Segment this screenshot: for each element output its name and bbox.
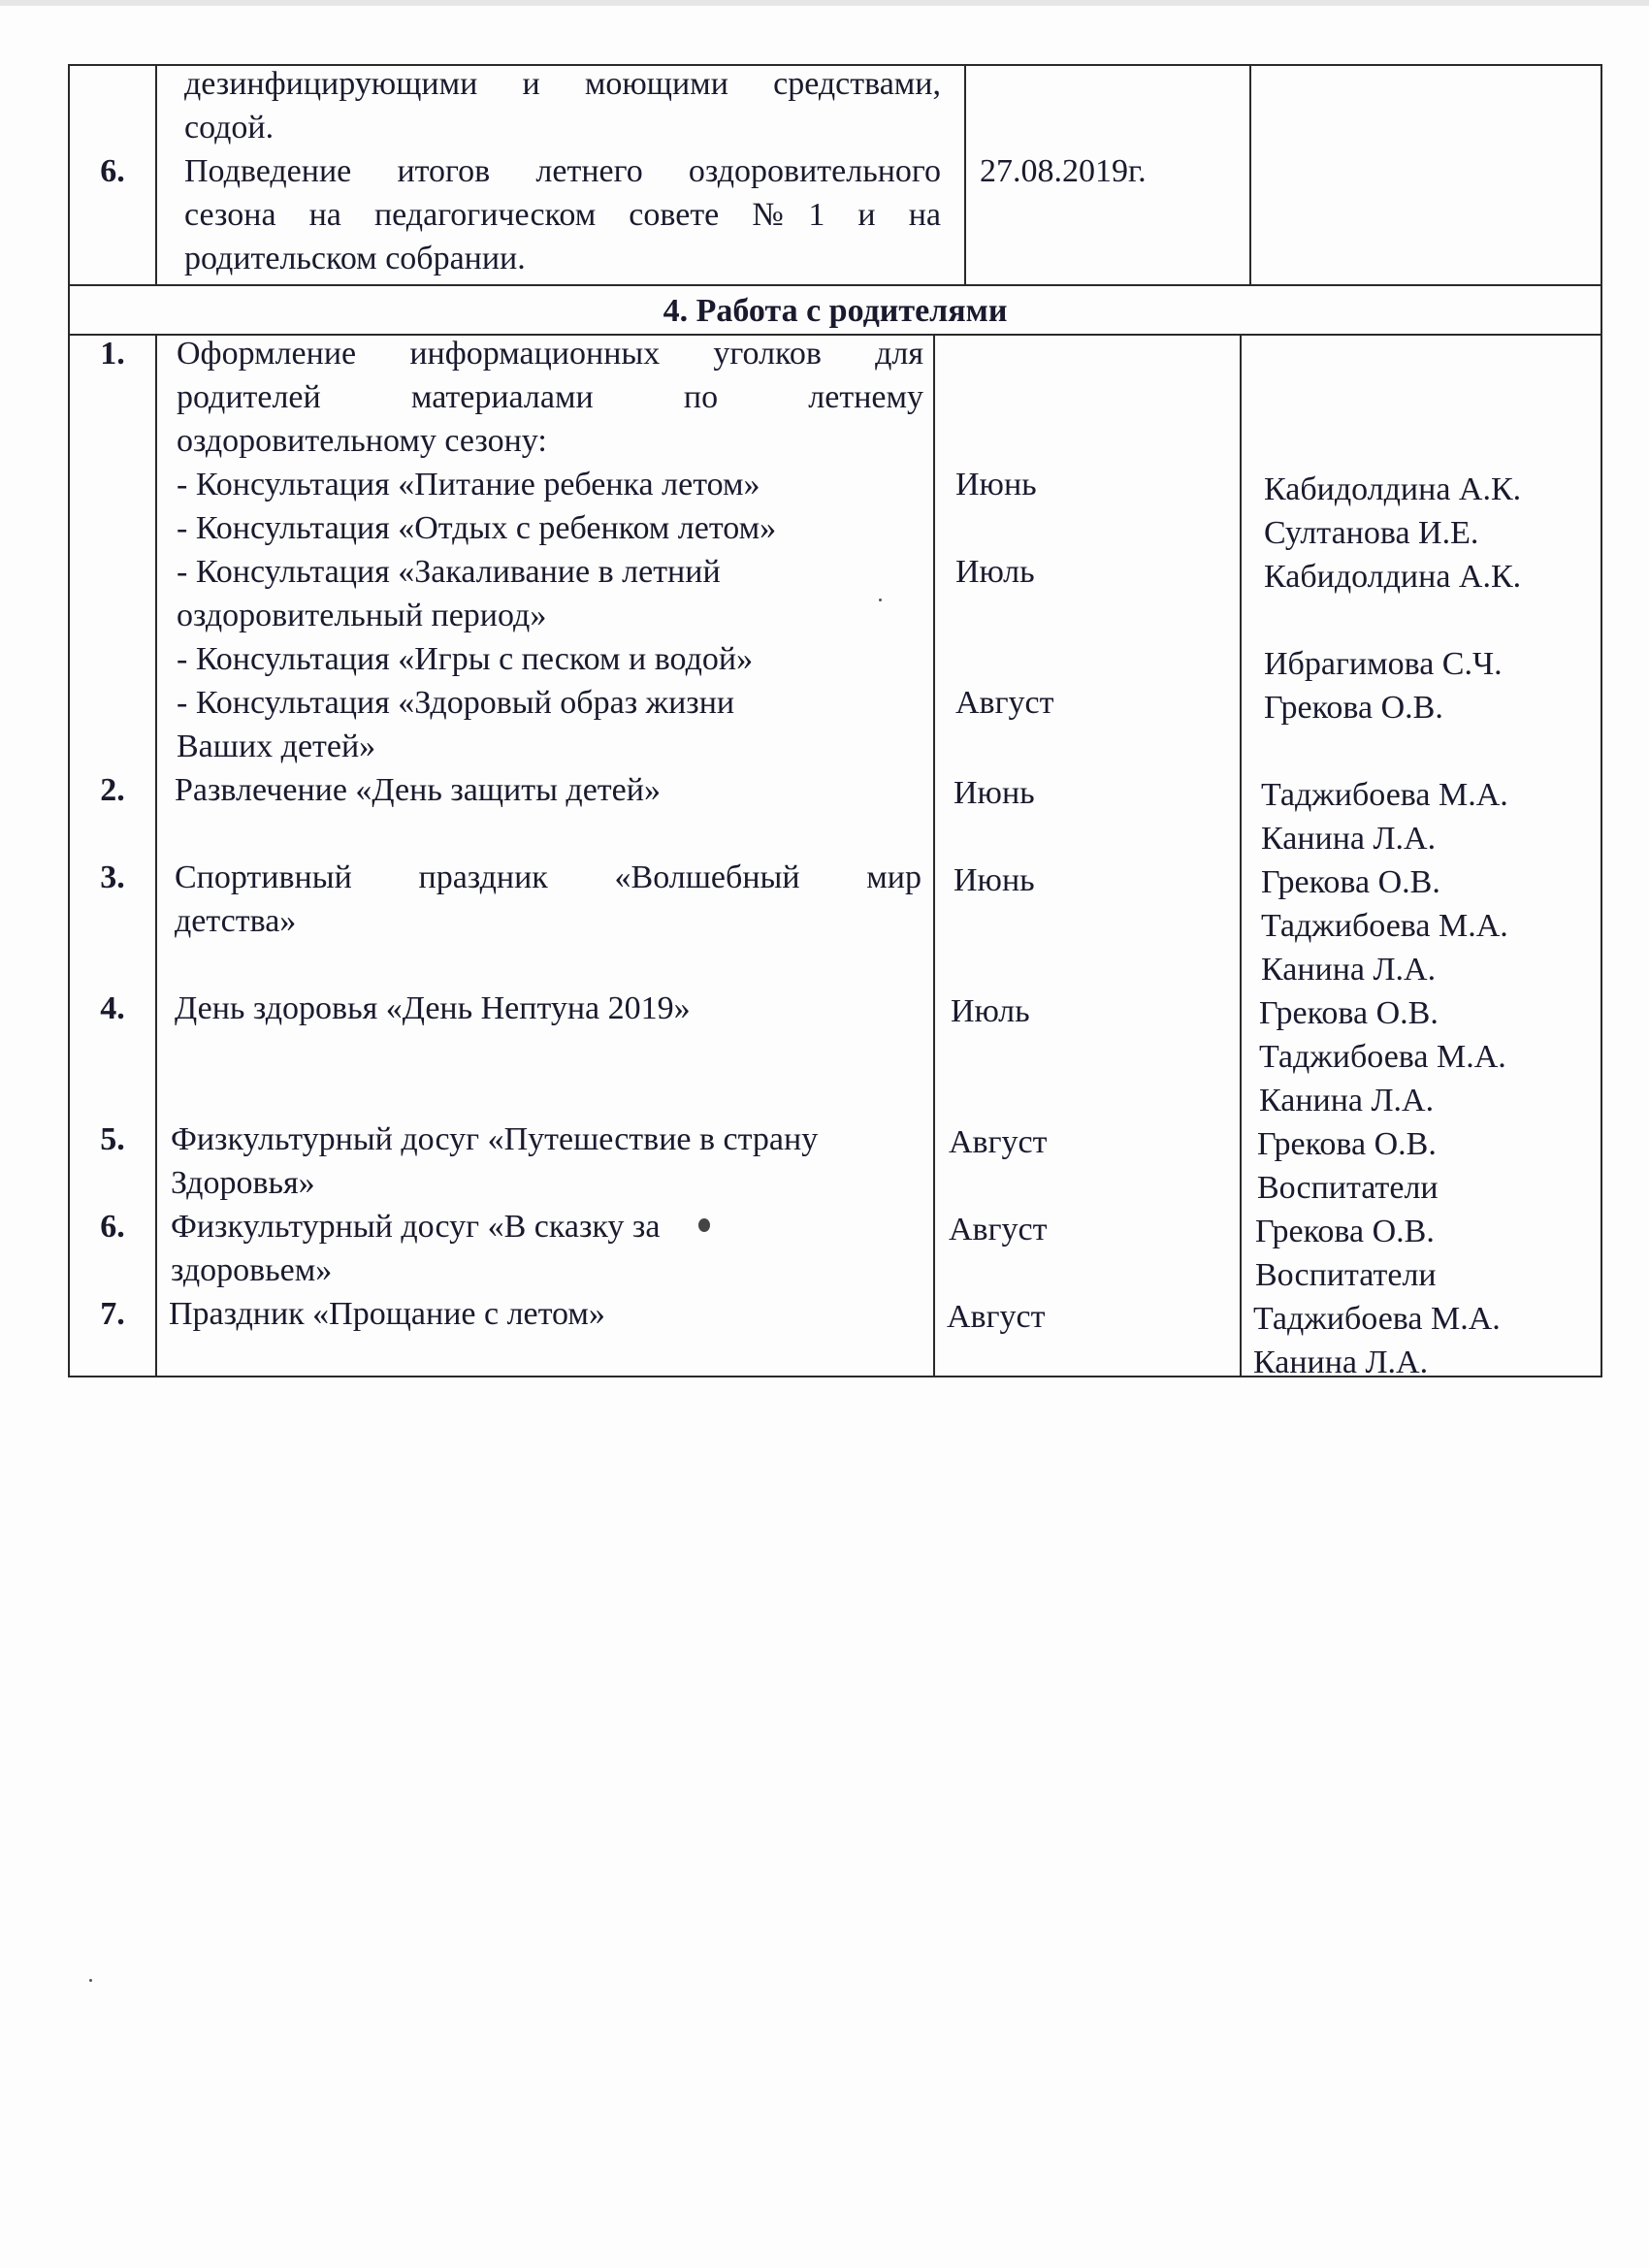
row-number: 6. <box>100 1209 125 1245</box>
cell-activity: Здоровья» <box>171 1165 315 1201</box>
table-right-border <box>1600 64 1602 1377</box>
row-number: 7. <box>100 1296 125 1332</box>
section-title: 4. Работа с родителями <box>663 293 1008 329</box>
cell-responsible: Грекова О.В. <box>1264 690 1443 726</box>
scan-speck <box>879 599 882 601</box>
cell-date: 27.08.2019г. <box>980 153 1147 189</box>
cell-activity: Спортивный праздник «Волшебный мир <box>175 859 922 895</box>
cell-activity: Подведение итогов летнего оздоровительного <box>184 153 941 189</box>
cell-activity: сезона на педагогическом совете №1 и на <box>184 197 941 233</box>
row-number: 6. <box>100 153 125 189</box>
row-number: 2. <box>100 772 125 808</box>
cell-responsible: Грекова О.В. <box>1259 995 1439 1031</box>
cell-date: Июнь <box>954 775 1035 811</box>
cell-activity: оздоровительный период» <box>177 598 547 633</box>
cell-activity: Физкультурный досуг «В сказку за <box>171 1209 661 1245</box>
cell-responsible: Канина Л.А. <box>1259 1083 1435 1118</box>
row-number: 1. <box>100 336 125 372</box>
cell-activity: - Консультация «Питание ребенка летом» <box>177 467 760 502</box>
cell-activity: Оформление информационных уголков для <box>177 336 923 372</box>
col-divider <box>964 64 966 285</box>
cell-date: Август <box>949 1124 1048 1160</box>
cell-activity: родительском собрании. <box>184 241 526 276</box>
table-left-border <box>68 64 70 1377</box>
cell-activity: родителей материалами по летнему <box>177 379 923 415</box>
col-divider <box>1249 64 1251 285</box>
cell-activity: здоровьем» <box>171 1252 333 1288</box>
cell-activity: - Консультация «Здоровый образ жизни <box>177 685 735 721</box>
cell-responsible: Грекова О.В. <box>1261 864 1440 900</box>
cell-responsible: Султанова И.Е. <box>1264 515 1479 551</box>
cell-responsible: Грекова О.В. <box>1257 1126 1437 1162</box>
cell-responsible: Таджибоева М.А. <box>1261 908 1508 944</box>
row-divider <box>68 284 1602 286</box>
cell-date: Июнь <box>954 862 1035 898</box>
cell-date: Август <box>947 1299 1046 1335</box>
cell-date: Июль <box>951 993 1030 1029</box>
scan-edge <box>0 0 1649 6</box>
row-number: 5. <box>100 1121 125 1157</box>
cell-activity: - Консультация «Закаливание в летний <box>177 554 721 590</box>
cell-responsible: Ибрагимова С.Ч. <box>1264 646 1503 682</box>
cell-responsible: Таджибоева М.А. <box>1261 777 1508 813</box>
cell-activity: детства» <box>175 903 297 939</box>
cell-activity: Физкультурный досуг «Путешествие в страну <box>171 1121 819 1157</box>
row-number: 3. <box>100 859 125 895</box>
cell-responsible: Таджибоева М.А. <box>1253 1301 1501 1337</box>
cell-responsible: Канина Л.А. <box>1253 1345 1429 1380</box>
cell-activity: оздоровительному сезону: <box>177 423 547 459</box>
cell-responsible: Воспитатели <box>1257 1170 1439 1206</box>
cell-date: Июль <box>955 554 1035 590</box>
cell-responsible: Воспитатели <box>1255 1257 1437 1293</box>
cell-activity: Ваших детей» <box>177 729 376 764</box>
cell-date: Август <box>949 1212 1048 1247</box>
ink-blot <box>698 1218 710 1232</box>
cell-responsible: Кабидолдина А.К. <box>1264 471 1522 507</box>
cell-responsible: Канина Л.А. <box>1261 952 1437 988</box>
cell-responsible: Грекова О.В. <box>1255 1214 1435 1249</box>
cell-activity: День здоровья «День Нептуна 2019» <box>175 990 691 1026</box>
cell-activity: Праздник «Прощание с летом» <box>169 1296 605 1332</box>
col-divider <box>1240 334 1242 1377</box>
row-number: 4. <box>100 990 125 1026</box>
scan-speck <box>89 1979 92 1982</box>
cell-date: Июнь <box>955 467 1037 502</box>
cell-activity-continued: содой. <box>184 110 275 146</box>
col-divider <box>933 334 935 1377</box>
cell-activity: Развлечение «День защиты детей» <box>175 772 661 808</box>
cell-activity: - Консультация «Игры с песком и водой» <box>177 641 754 677</box>
cell-activity-continued: дезинфицирующими и моющими средствами, <box>184 66 941 102</box>
cell-responsible: Кабидолдина А.К. <box>1264 559 1522 595</box>
cell-responsible: Таджибоева М.А. <box>1259 1039 1506 1075</box>
cell-activity: - Консультация «Отдых с ребенком летом» <box>177 510 777 546</box>
cell-responsible: Канина Л.А. <box>1261 821 1437 857</box>
cell-date: Август <box>955 685 1054 721</box>
